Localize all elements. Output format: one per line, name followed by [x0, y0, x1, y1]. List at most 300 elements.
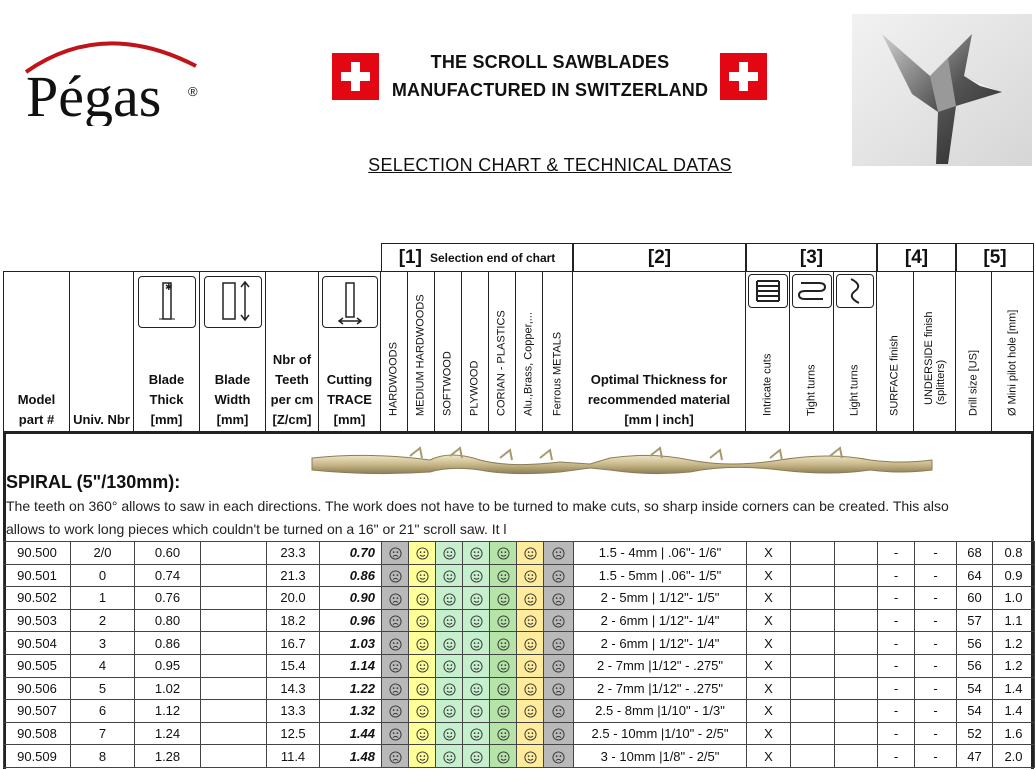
cell-rating-6: [544, 677, 574, 700]
cell-rating-1: [409, 654, 436, 677]
smiley-icon: [497, 545, 510, 560]
cell-rating-3: [463, 632, 490, 655]
sad-face-icon: [552, 636, 565, 651]
cell-width: [201, 700, 267, 723]
cell-tight: [791, 587, 835, 610]
cell-rating-2: [436, 722, 463, 745]
col-pilot: Ø Mini pilot hole [mm]: [992, 272, 1034, 432]
col-blade-thick: ✱ Blade Thick [mm]: [134, 272, 200, 432]
sad-face-icon: [552, 658, 565, 673]
cell-univ: 7: [71, 722, 135, 745]
sad-face-icon: [389, 590, 402, 605]
cell-optimal: 2.5 - 8mm |1/10" - 1/3": [574, 700, 747, 723]
cell-underside: -: [915, 745, 957, 768]
cell-model: 90.507: [4, 700, 71, 723]
cell-underside: -: [915, 677, 957, 700]
cell-light: [835, 677, 878, 700]
smiley-icon: [524, 658, 537, 673]
cell-model: 90.504: [4, 632, 71, 655]
cell-teeth: 16.7: [267, 632, 320, 655]
col-light: Light turns: [834, 272, 877, 432]
cell-rating-1: [409, 587, 436, 610]
cell-tight: [791, 542, 835, 565]
cell-rating-4: [490, 587, 517, 610]
cell-intricate: X: [747, 587, 791, 610]
cell-rating-5: [517, 542, 544, 565]
swiss-flag-icon: [720, 53, 767, 100]
cell-trace: 1.44: [320, 722, 382, 745]
cell-rating-3: [463, 542, 490, 565]
smiley-icon: [416, 590, 429, 605]
cell-thick: 1.12: [135, 700, 201, 723]
cell-rating-5: [517, 677, 544, 700]
cell-intricate: X: [747, 654, 791, 677]
cell-rating-0: [382, 745, 409, 768]
cell-rating-3: [463, 609, 490, 632]
sad-face-icon: [552, 681, 565, 696]
col-softwood: SOFTWOOD: [435, 272, 462, 432]
smiley-icon: [497, 749, 510, 764]
cell-model: 90.506: [4, 677, 71, 700]
cell-width: [201, 564, 267, 587]
cell-underside: -: [915, 632, 957, 655]
smiley-icon: [443, 636, 456, 651]
cell-trace: 0.86: [320, 564, 382, 587]
sad-face-icon: [389, 681, 402, 696]
cell-intricate: X: [747, 722, 791, 745]
pegas-logo: [18, 26, 208, 126]
cell-rating-5: [517, 564, 544, 587]
cell-rating-3: [463, 587, 490, 610]
svg-text:®: ®: [188, 84, 198, 99]
cell-rating-0: [382, 609, 409, 632]
cell-width: [201, 654, 267, 677]
cell-light: [835, 654, 878, 677]
col-optimal-thickness: Optimal Thickness for recommended material [mm | inch]: [573, 272, 746, 432]
cell-rating-5: [517, 632, 544, 655]
cell-rating-1: [409, 677, 436, 700]
cell-light: [835, 745, 878, 768]
smiley-icon: [416, 658, 429, 673]
smiley-icon: [443, 613, 456, 628]
cell-surface: -: [878, 609, 915, 632]
smiley-icon: [524, 681, 537, 696]
cell-rating-3: [463, 654, 490, 677]
sad-face-icon: [552, 613, 565, 628]
smiley-icon: [443, 681, 456, 696]
smiley-icon: [443, 749, 456, 764]
col-plywood: PLYWOOD: [462, 272, 489, 432]
section-1-header: [1] Selection end of chart: [381, 243, 573, 271]
smiley-icon: [524, 545, 537, 560]
cell-optimal: 2 - 7mm |1/12" - .275": [574, 677, 747, 700]
smiley-icon: [443, 590, 456, 605]
smiley-icon: [524, 613, 537, 628]
cell-underside: -: [915, 564, 957, 587]
sad-face-icon: [389, 636, 402, 651]
smiley-icon: [524, 590, 537, 605]
cell-rating-4: [490, 700, 517, 723]
col-intricate: Intricate cuts: [746, 272, 790, 432]
smiley-icon: [497, 726, 510, 741]
cell-teeth: 18.2: [267, 609, 320, 632]
col-hardwoods: HARDWOODS: [381, 272, 408, 432]
cell-rating-1: [409, 700, 436, 723]
cell-light: [835, 542, 878, 565]
smiley-icon: [416, 681, 429, 696]
cell-teeth: 23.3: [267, 542, 320, 565]
cell-rating-1: [409, 564, 436, 587]
cell-underside: -: [915, 587, 957, 610]
cell-width: [201, 632, 267, 655]
cell-pilot: 1.2: [993, 632, 1035, 655]
cell-optimal: 2 - 7mm |1/12" - .275": [574, 654, 747, 677]
smiley-icon: [470, 545, 483, 560]
cell-rating-1: [409, 609, 436, 632]
cell-rating-4: [490, 654, 517, 677]
cell-thick: 0.80: [135, 609, 201, 632]
cell-underside: -: [915, 609, 957, 632]
cell-underside: -: [915, 700, 957, 723]
cell-surface: -: [878, 722, 915, 745]
cell-tight: [791, 609, 835, 632]
cell-rating-4: [490, 564, 517, 587]
sad-face-icon: [552, 726, 565, 741]
cell-rating-1: [409, 722, 436, 745]
cell-surface: -: [878, 745, 915, 768]
smiley-icon: [443, 568, 456, 583]
cell-drill: 68: [957, 542, 993, 565]
cell-rating-2: [436, 587, 463, 610]
sad-face-icon: [389, 749, 402, 764]
cell-pilot: 2.0: [993, 745, 1035, 768]
blade-thickness-icon: [138, 276, 196, 328]
cell-univ: 0: [71, 564, 135, 587]
cell-intricate: X: [747, 632, 791, 655]
col-blade-width: Blade Width [mm]: [200, 272, 266, 432]
col-corian: CORIAN - PLASTICS: [489, 272, 516, 432]
cell-rating-3: [463, 700, 490, 723]
sad-face-icon: [552, 568, 565, 583]
cell-trace: 1.32: [320, 700, 382, 723]
cell-intricate: X: [747, 677, 791, 700]
sad-face-icon: [389, 703, 402, 718]
col-cutting-trace: Cutting TRACE [mm]: [319, 272, 381, 432]
cell-rating-3: [463, 745, 490, 768]
cell-thick: 0.60: [135, 542, 201, 565]
cell-width: [201, 609, 267, 632]
smiley-icon: [470, 636, 483, 651]
smiley-icon: [524, 749, 537, 764]
cell-optimal: 3 - 10mm |1/8" - 2/5": [574, 745, 747, 768]
table-row: [4, 587, 1035, 610]
col-drill: Drill size [US]: [956, 272, 992, 432]
logo-text: Pégas: [26, 64, 162, 126]
cell-light: [835, 587, 878, 610]
cell-rating-4: [490, 745, 517, 768]
smiley-icon: [416, 613, 429, 628]
cell-teeth: 12.5: [267, 722, 320, 745]
cell-surface: -: [878, 700, 915, 723]
cell-rating-6: [544, 609, 574, 632]
table-row: [4, 677, 1035, 700]
cell-pilot: 1.1: [993, 609, 1035, 632]
cell-model: 90.502: [4, 587, 71, 610]
cell-tight: [791, 700, 835, 723]
col-univ: Univ. Nbr: [70, 272, 134, 432]
cell-rating-1: [409, 745, 436, 768]
cell-light: [835, 700, 878, 723]
cell-optimal: 1.5 - 4mm | .06"- 1/6": [574, 542, 747, 565]
cell-rating-0: [382, 564, 409, 587]
cell-rating-5: [517, 745, 544, 768]
cell-drill: 56: [957, 654, 993, 677]
cell-rating-6: [544, 700, 574, 723]
cell-rating-4: [490, 632, 517, 655]
cell-rating-6: [544, 542, 574, 565]
cell-surface: -: [878, 587, 915, 610]
cell-optimal: 2 - 6mm | 1/12"- 1/4": [574, 609, 747, 632]
cell-teeth: 20.0: [267, 587, 320, 610]
cell-thick: 1.02: [135, 677, 201, 700]
sad-face-icon: [552, 590, 565, 605]
cell-tight: [791, 722, 835, 745]
col-tight: Tight turns: [790, 272, 834, 432]
cell-pilot: 0.9: [993, 564, 1035, 587]
cell-optimal: 1.5 - 5mm | .06"- 1/5": [574, 564, 747, 587]
cell-pilot: 1.4: [993, 700, 1035, 723]
cell-rating-6: [544, 632, 574, 655]
cell-rating-0: [382, 632, 409, 655]
cell-light: [835, 564, 878, 587]
cell-rating-3: [463, 677, 490, 700]
blade-data-table: [3, 541, 1035, 768]
cell-rating-0: [382, 677, 409, 700]
cell-teeth: 21.3: [267, 564, 320, 587]
cell-tight: [791, 654, 835, 677]
cell-rating-5: [517, 700, 544, 723]
smiley-icon: [497, 613, 510, 628]
cell-light: [835, 632, 878, 655]
cell-univ: 1: [71, 587, 135, 610]
smiley-icon: [497, 681, 510, 696]
cell-univ: 2: [71, 609, 135, 632]
smiley-icon: [443, 545, 456, 560]
sad-face-icon: [552, 749, 565, 764]
cell-width: [201, 745, 267, 768]
cell-drill: 56: [957, 632, 993, 655]
cell-underside: -: [915, 722, 957, 745]
cell-rating-5: [517, 722, 544, 745]
cell-trace: 0.96: [320, 609, 382, 632]
cutting-trace-icon: [322, 276, 378, 328]
cell-drill: 54: [957, 677, 993, 700]
cell-underside: -: [915, 654, 957, 677]
cell-rating-6: [544, 564, 574, 587]
smiley-icon: [416, 726, 429, 741]
cell-thick: 0.76: [135, 587, 201, 610]
cell-rating-0: [382, 542, 409, 565]
cell-rating-1: [409, 542, 436, 565]
cell-drill: 64: [957, 564, 993, 587]
cell-trace: 1.14: [320, 654, 382, 677]
smiley-icon: [470, 658, 483, 673]
section-3-header: [3]: [746, 243, 877, 271]
smiley-icon: [416, 545, 429, 560]
cell-surface: -: [878, 654, 915, 677]
cell-thick: 0.74: [135, 564, 201, 587]
cell-univ: 5: [71, 677, 135, 700]
smiley-icon: [416, 703, 429, 718]
smiley-icon: [443, 726, 456, 741]
cell-pilot: 1.6: [993, 722, 1035, 745]
col-underside: UNDERSIDE finish (splitters): [914, 272, 956, 432]
cell-rating-5: [517, 587, 544, 610]
col-ferrous: Ferrous METALS: [543, 272, 573, 432]
cell-thick: 1.24: [135, 722, 201, 745]
cell-pilot: 1.0: [993, 587, 1035, 610]
smiley-icon: [416, 568, 429, 583]
cell-tight: [791, 564, 835, 587]
cell-rating-3: [463, 722, 490, 745]
smiley-icon: [470, 613, 483, 628]
blade-width-icon: [204, 276, 262, 328]
sad-face-icon: [389, 568, 402, 583]
cell-univ: 8: [71, 745, 135, 768]
cell-univ: 4: [71, 654, 135, 677]
cell-model: 90.501: [4, 564, 71, 587]
table-row: [4, 745, 1035, 768]
sad-face-icon: [389, 658, 402, 673]
col-model: Model part #: [3, 272, 70, 432]
cell-width: [201, 542, 267, 565]
cell-rating-0: [382, 722, 409, 745]
cell-rating-0: [382, 654, 409, 677]
smiley-icon: [470, 681, 483, 696]
cell-width: [201, 677, 267, 700]
cell-rating-0: [382, 587, 409, 610]
cell-tight: [791, 745, 835, 768]
cell-rating-2: [436, 632, 463, 655]
cell-width: [201, 722, 267, 745]
col-alu: Alu.,Brass, Copper,...: [516, 272, 543, 432]
cell-rating-2: [436, 609, 463, 632]
cell-tight: [791, 677, 835, 700]
cell-trace: 1.22: [320, 677, 382, 700]
cell-model: 90.500: [4, 542, 71, 565]
cell-rating-2: [436, 542, 463, 565]
column-header-row: [3, 271, 1034, 431]
cell-rating-4: [490, 677, 517, 700]
cell-thick: 0.86: [135, 632, 201, 655]
col-medium-hardwoods: MEDIUM HARDWOODS: [408, 272, 435, 432]
cell-model: 90.503: [4, 609, 71, 632]
cell-optimal: 2 - 6mm | 1/12"- 1/4": [574, 632, 747, 655]
cell-rating-6: [544, 722, 574, 745]
spiral-blade-image: [310, 446, 935, 478]
cell-drill: 57: [957, 609, 993, 632]
sad-face-icon: [552, 545, 565, 560]
svg-text:✱: ✱: [164, 282, 173, 292]
smiley-icon: [470, 749, 483, 764]
table-row: [4, 700, 1035, 723]
cell-rating-4: [490, 542, 517, 565]
table-row: [4, 654, 1035, 677]
tight-turns-icon: [792, 274, 832, 308]
cell-teeth: 15.4: [267, 654, 320, 677]
cell-thick: 1.28: [135, 745, 201, 768]
cell-surface: -: [878, 677, 915, 700]
cell-rating-2: [436, 677, 463, 700]
cell-pilot: 0.8: [993, 542, 1035, 565]
cell-rating-2: [436, 654, 463, 677]
cell-teeth: 11.4: [267, 745, 320, 768]
sad-face-icon: [389, 613, 402, 628]
section-description-line-1: The teeth on 360° allows to saw in each directions. The work does not have to be turned to make cuts, so sharp inside corners can be created. This also: [6, 498, 949, 514]
cell-trace: 1.48: [320, 745, 382, 768]
cell-intricate: X: [747, 542, 791, 565]
cell-rating-0: [382, 700, 409, 723]
cell-surface: -: [878, 542, 915, 565]
cell-optimal: 2.5 - 10mm |1/10" - 2/5": [574, 722, 747, 745]
cell-rating-6: [544, 745, 574, 768]
cell-intricate: X: [747, 745, 791, 768]
cell-light: [835, 609, 878, 632]
cell-intricate: X: [747, 609, 791, 632]
smiley-icon: [497, 568, 510, 583]
cell-rating-5: [517, 609, 544, 632]
cell-pilot: 1.2: [993, 654, 1035, 677]
sad-face-icon: [552, 703, 565, 718]
smiley-icon: [497, 703, 510, 718]
table-row: [4, 564, 1035, 587]
cell-drill: 54: [957, 700, 993, 723]
sad-face-icon: [389, 545, 402, 560]
cell-rating-6: [544, 654, 574, 677]
cell-drill: 52: [957, 722, 993, 745]
smiley-icon: [497, 658, 510, 673]
light-turns-icon: [836, 274, 874, 308]
smiley-icon: [443, 658, 456, 673]
smiley-icon: [470, 590, 483, 605]
cell-drill: 47: [957, 745, 993, 768]
intricate-cuts-icon: [748, 274, 788, 308]
cell-trace: 0.90: [320, 587, 382, 610]
section-2-header: [2]: [573, 243, 746, 271]
cell-rating-6: [544, 587, 574, 610]
smiley-icon: [524, 726, 537, 741]
cell-univ: 6: [71, 700, 135, 723]
table-row: [4, 632, 1035, 655]
headline-line-1: THE SCROLL SAWBLADES: [430, 52, 670, 72]
cell-trace: 1.03: [320, 632, 382, 655]
page-subtitle: SELECTION CHART & TECHNICAL DATAS: [368, 155, 732, 175]
smiley-icon: [524, 568, 537, 583]
cell-rating-5: [517, 654, 544, 677]
cell-underside: -: [915, 542, 957, 565]
cell-pilot: 1.4: [993, 677, 1035, 700]
smiley-icon: [524, 703, 537, 718]
table-row: [4, 609, 1035, 632]
cell-model: 90.509: [4, 745, 71, 768]
swiss-flag-icon: [332, 53, 379, 100]
cell-rating-4: [490, 609, 517, 632]
cell-light: [835, 722, 878, 745]
col-teeth: Nbr of Teeth per cm [Z/cm]: [266, 272, 319, 432]
section-5-header: [5]: [956, 243, 1034, 271]
smiley-icon: [470, 703, 483, 718]
cell-teeth: 13.3: [267, 700, 320, 723]
